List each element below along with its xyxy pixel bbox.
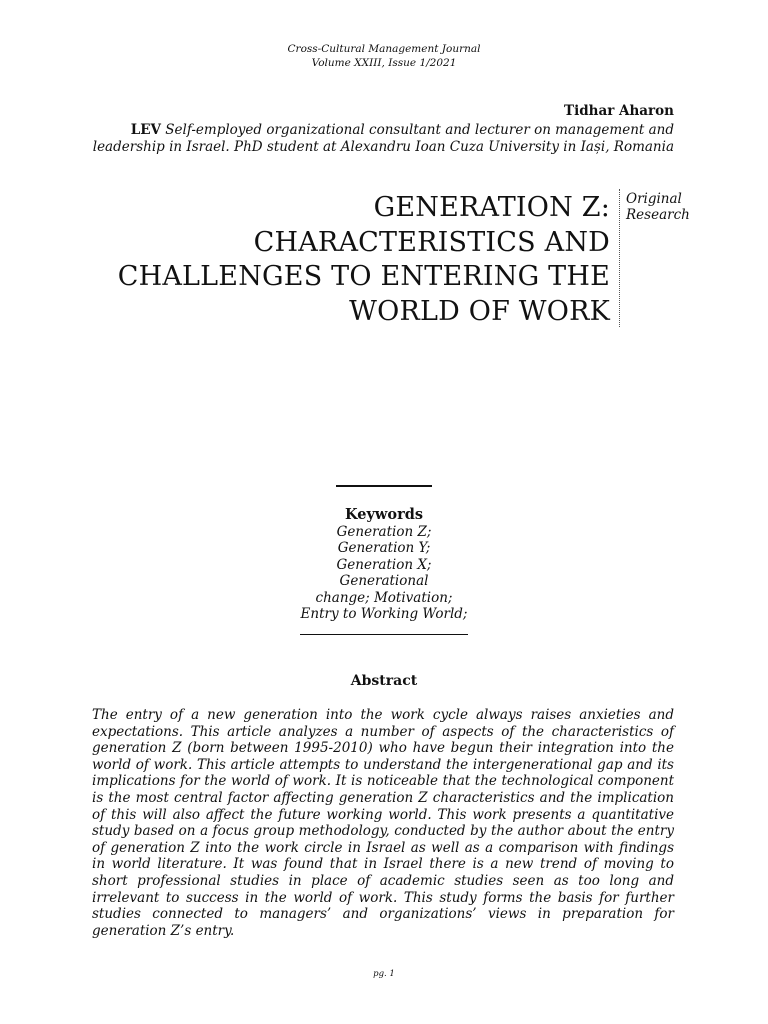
keyword-item: Entry to Working World;	[300, 606, 468, 623]
keywords-heading: Keywords	[344, 506, 424, 523]
keyword-item: change; Motivation;	[315, 589, 453, 606]
author-name: Tidhar Aharon	[564, 103, 674, 119]
page-number: pg. 1	[373, 969, 395, 979]
author-affiliation: Self-employed organizational consultant and lecturer on management and leadership in Israel. PhD student at Alexandru Ioan Cuza University in Iași, Romania	[92, 122, 674, 155]
title-divider	[619, 189, 620, 327]
keyword-item: Generational	[339, 573, 429, 590]
title-line: CHALLENGES TO ENTERING THE	[117, 261, 610, 292]
article-type	[626, 191, 690, 223]
journal-name: Cross-Cultural Management Journal	[287, 43, 481, 55]
abstract-text: The entry of a new generation into the work cycle always raises anxieties and expectations. This article analyzes a number of aspects of the characteristics of generation Z (born between 1995-2010) who have begun their integration into the world of work. This article attempts to understand the intergenerational gap and its implications for the world of work. It is noticeable that the technological component is the most central factor affecting generation Z characteristics and the implication of this will also affect the future working world. This work presents a quantitative study based on a focus group methodology, conducted by the author about the entry of generation Z into the work circle in Israel as well as a comparison with findings in world literature. It was found that in Israel there is a new trend of moving to short professional studies in place of academic studies seen as too long and irrelevant to success in the world of work. This study forms the basis for further studies connected to managers’ and organizations’ views in preparation for generation Z’s entry.	[92, 707, 674, 939]
abstract-heading: Abstract	[350, 673, 418, 689]
keywords-bottom-rule	[300, 634, 468, 635]
author-block	[90, 103, 674, 156]
keywords-top-rule	[336, 485, 432, 487]
author-surname: LEV	[130, 122, 161, 138]
article-type-line: Research	[626, 207, 690, 223]
journal-header	[0, 42, 768, 70]
title-line: GENERATION Z:	[373, 192, 610, 223]
article-title	[90, 191, 610, 329]
article-type-line: Original	[626, 191, 682, 207]
title-line: CHARACTERISTICS AND	[253, 226, 610, 258]
keyword-item: Generation Y;	[337, 540, 431, 557]
keyword-item: Generation Z;	[336, 524, 432, 540]
keyword-item: Generation X;	[336, 556, 432, 573]
keywords-list	[234, 524, 534, 622]
title-line: WORLD OF WORK	[349, 295, 610, 327]
journal-issue: Volume XXIII, Issue 1/2021	[311, 57, 457, 69]
